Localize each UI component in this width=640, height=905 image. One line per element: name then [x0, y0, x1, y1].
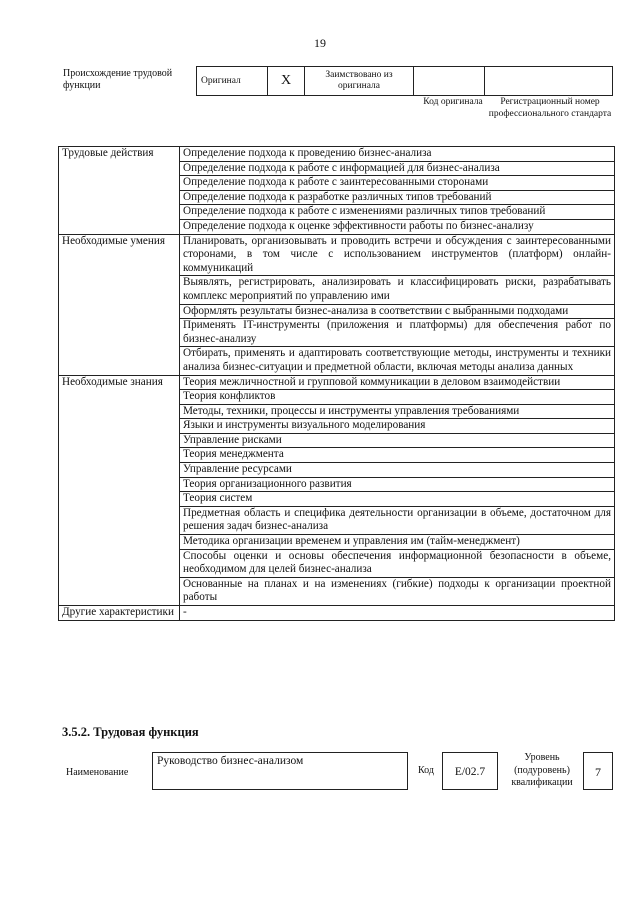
original-code-cell [414, 67, 485, 96]
borrowed-cell: Заимствовано из оригинала [305, 67, 414, 96]
table-row [59, 147, 615, 162]
origin-label: Происхождение трудовой функции [63, 68, 173, 91]
row-item: Теория межличностной и групповой коммуникации в деловом взаимодействии [180, 375, 615, 390]
row-item: Языки и инструменты визуального моделирования [180, 419, 615, 434]
row-item: Методы, техники, процессы и инструменты управления требованиями [180, 404, 615, 419]
table-row [59, 606, 615, 621]
row-item: Определение подхода к оценке эффективности работы по бизнес-анализу [180, 219, 615, 234]
labor-function-table [58, 146, 615, 621]
original-cell: Оригинал [197, 67, 268, 96]
qualification-level-label: Уровень (подуровень) квалификации [511, 752, 573, 788]
row-item: Теория конфликтов [180, 390, 615, 405]
row-item: Основанные на планах и на изменениях (гибкие) подходы к организации проектной работы [180, 577, 615, 605]
name-label: Наименование [66, 767, 129, 778]
row-category: Другие характеристики [59, 606, 180, 621]
registration-caption: Регистрационный номер профессионального стандарта [488, 97, 612, 119]
row-category: Необходимые знания [59, 375, 180, 606]
row-item: Управление ресурсами [180, 463, 615, 478]
row-item: Определение подхода к работе с заинтересованными сторонами [180, 176, 615, 191]
row-item: Теория менеджмента [180, 448, 615, 463]
row-item: Теория организационного развития [180, 477, 615, 492]
row-category: Трудовые действия [59, 147, 180, 235]
code-caption: Код оригинала [423, 97, 483, 107]
row-item: Применять IT-инструменты (приложения и платформы) для обеспечения работ по бизнес-анализу [180, 319, 615, 347]
row-item: Отбирать, применять и адаптировать соответствующие методы, инструменты и техники анализа бизнес-ситуации и предметной области, включая методы анализа данных [180, 347, 615, 375]
page-number: 19 [314, 36, 326, 50]
row-item: Предметная область и специфика деятельности организации в объеме, достаточном для решения задач бизнес-анализа [180, 506, 615, 534]
row-item: Определение подхода к проведению бизнес-анализа [180, 147, 615, 162]
row-category: Необходимые умения [59, 234, 180, 375]
code-value: E/02.7 [442, 752, 498, 790]
row-item: Способы оценки и основы обеспечения информационной безопасности в объеме, необходимом для целей бизнес-анализа [180, 549, 615, 577]
original-mark: X [268, 67, 305, 96]
table-row [59, 234, 615, 276]
row-item: Планировать, организовывать и проводить встречи и обсуждения с заинтересованными сторонами, в том числе с использованием инструментов (платформ) онлайн-коммуникаций [180, 234, 615, 276]
code-label: Код [418, 765, 434, 776]
qualification-level-value: 7 [583, 752, 613, 790]
row-item: Оформлять результаты бизнес-анализа в соответствии с выбранными подходами [180, 304, 615, 319]
origin-table [196, 66, 613, 96]
row-item: Определение подхода к работе с информацией для бизнес-анализа [180, 161, 615, 176]
row-item: Управление рисками [180, 433, 615, 448]
registration-number-cell [485, 67, 613, 96]
row-item: Выявлять, регистрировать, анализировать и классифицировать риски, разрабатывать комплекс мероприятий по управлению ими [180, 276, 615, 304]
row-item: - [180, 606, 615, 621]
row-item: Определение подхода к работе с изменениями различных типов требований [180, 205, 615, 220]
row-item: Методика организации временем и управления им (тайм-менеджмент) [180, 535, 615, 550]
name-value: Руководство бизнес-анализом [152, 752, 408, 790]
section-heading: 3.5.2. Трудовая функция [62, 725, 199, 739]
row-item: Теория систем [180, 492, 615, 507]
table-row [59, 375, 615, 390]
row-item: Определение подхода к разработке различных типов требований [180, 190, 615, 205]
